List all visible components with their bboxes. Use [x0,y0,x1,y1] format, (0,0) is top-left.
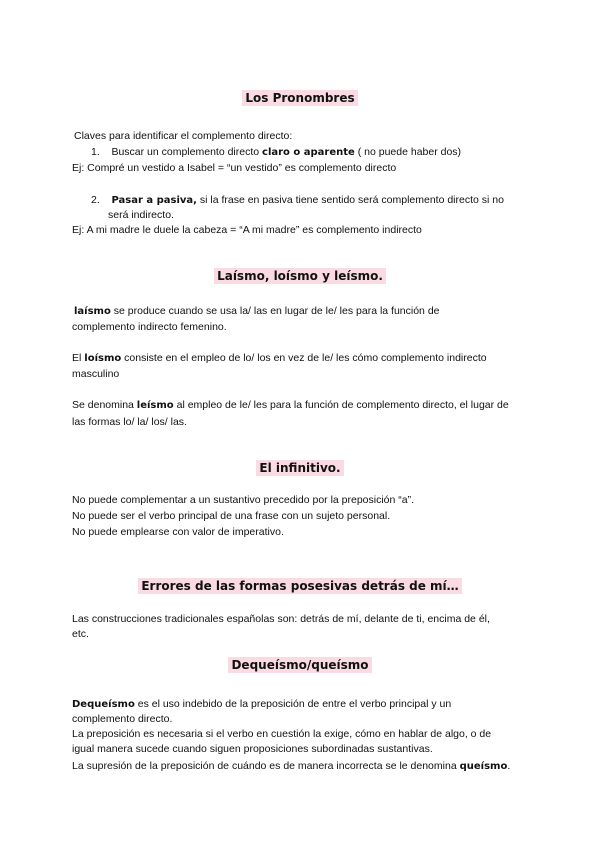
infinitivo-line-3: No puede emplearse con valor de imperativo. [72,526,284,538]
list-item-2-cont: será indirecto. [108,209,174,221]
list-item-2 [91,193,504,208]
infinitivo-line-2: No puede ser el verbo principal de una frase con un sujeto personal. [72,510,391,522]
leismo-paragraph [72,398,509,413]
list-text: ( no puede haber dos) [354,146,462,158]
loismo-paragraph [72,351,487,366]
list-text: si la frase en pasiva tiene sentido será complemento directo si no [196,194,504,206]
heading-posesivas: Errores de las formas posesivas detrás de mí… [0,579,600,594]
infinitivo-line-1: No puede complementar a un sustantivo precedido por la preposición “a”. [72,494,415,506]
preposicion-line-2: igual manera sucede cuando siguen proposiciones subordinadas sustantivas. [72,743,433,755]
laismo-paragraph [74,304,440,319]
bold-term: queísmo [459,761,508,772]
queismo-paragraph [72,759,510,774]
heading-infinitivo: El infinitivo. [0,461,600,476]
paragraph-text: se produce cuando se usa la/ las en lugar de le/ les para la función de [110,305,440,317]
list-text: Buscar un complemento directo [111,146,263,158]
preposicion-line-1: La preposición es necesaria si el verbo en cuestión la exige, cómo en hablar de algo, o de [72,728,492,740]
list-item-1 [91,145,461,160]
example-2: Ej: A mi madre le duele la cabeza = “A mi madre” es complemento indirecto [72,224,422,236]
paragraph-text: El [72,352,85,364]
paragraph-text: es el uso indebido de la preposición de entre el verbo principal y un [134,698,452,710]
example-1: Ej: Compré un vestido a Isabel = “un vestido” es complemento directo [72,162,397,174]
paragraph-text: La supresión de la preposición de cuándo es de manera incorrecta se le denomina [72,760,460,772]
posesivas-line-1: Las construcciones tradicionales españolas son: detrás de mí, delante de ti, encima de él, [72,613,490,625]
posesivas-line-2: etc. [72,628,89,640]
loismo-paragraph-cont: masculino [72,368,120,380]
bold-term: laísmo [74,306,111,317]
list-number: 2. [91,194,100,206]
dequeismo-paragraph [72,697,451,712]
leismo-paragraph-cont: las formas lo/ la/ los/ las. [72,416,187,428]
bold-term: Pasar a pasiva, [111,195,197,206]
bold-term: leísmo [136,400,174,411]
list-number: 1. [91,146,100,158]
bold-term: Dequeísmo [72,699,135,710]
heading-pronombres: Los Pronombres [0,91,600,106]
paragraph-text: al empleo de le/ les para la función de complemento directo, el lugar de [173,399,509,411]
paragraph-text: Se denomina [72,399,137,411]
laismo-paragraph-cont: complemento indirecto femenino. [72,321,227,333]
dequeismo-paragraph-cont: complemento directo. [72,713,173,725]
paragraph-text: . [507,760,511,772]
intro-text: Claves para identificar el complemento directo: [74,130,293,142]
heading-dequeismo: Dequeísmo/queísmo [0,658,600,673]
bold-term: loísmo [84,353,122,364]
paragraph-text: consiste en el empleo de lo/ los en vez de le/ les cómo complemento indirecto [121,352,487,364]
heading-laismo: Laísmo, loísmo y leísmo. [0,269,600,284]
bold-term: claro o aparente [262,147,355,158]
